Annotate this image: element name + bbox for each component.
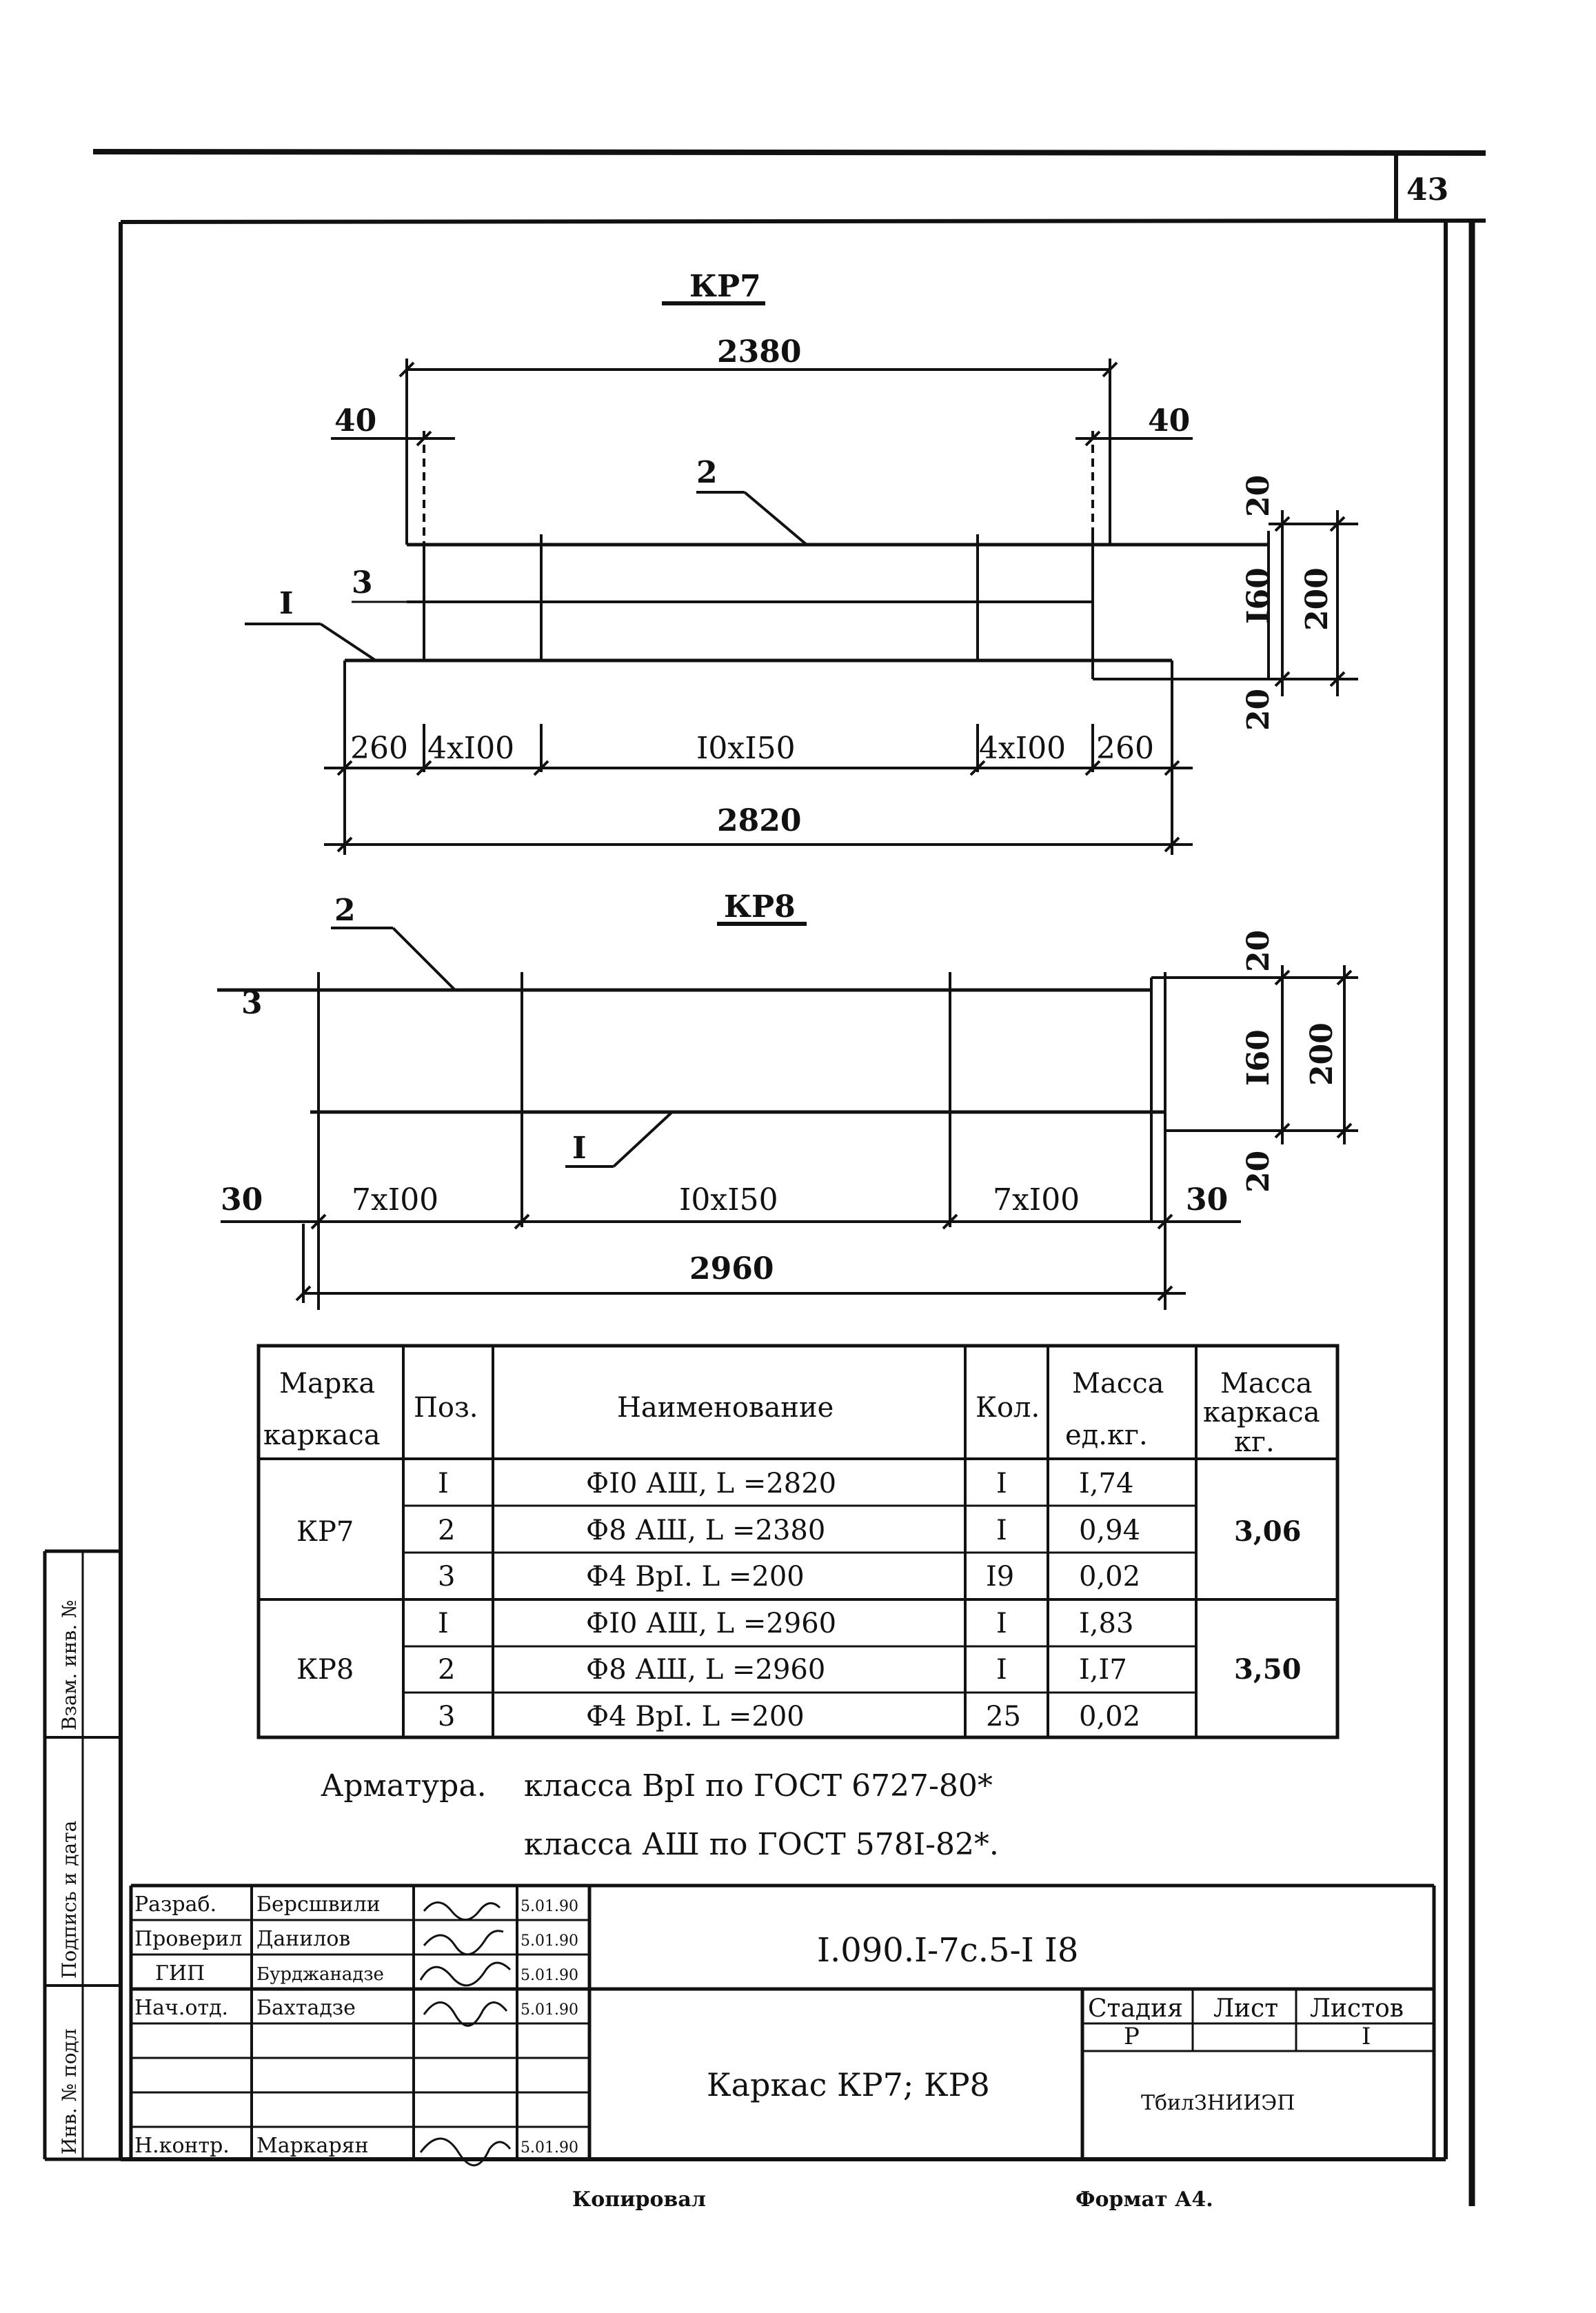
name-0: Берсшвили: [256, 1892, 381, 1917]
kp8-pos3-label: 3: [241, 986, 263, 1021]
signature-3: [424, 2003, 507, 2026]
kp7-dim-40-left: 40: [334, 403, 377, 438]
kp8-seg3: 7хI00: [993, 1182, 1080, 1218]
name-2: Бурджанадзе: [256, 1964, 384, 1985]
page-number: 43: [1406, 172, 1449, 208]
row-kp7-massa: 3,06: [1234, 1515, 1302, 1548]
kp7-r3-pos: 3: [438, 1561, 456, 1593]
th-marka-2: каркаса: [263, 1420, 381, 1451]
kp7-r1-kol: I: [996, 1468, 1007, 1499]
kp8-total: 2960: [689, 1251, 774, 1286]
kp7-drawing: [245, 303, 1358, 855]
kp7-v200: 200: [1300, 567, 1335, 631]
kp8-labels: [221, 889, 1340, 1286]
side-podpis: Подпись и дата: [58, 1820, 81, 1979]
name-1: Данилов: [256, 1927, 351, 1951]
date-0: 5.01.90: [521, 1898, 578, 1915]
kp7-pos2-label: 2: [696, 455, 718, 490]
date-2: 5.01.90: [521, 1967, 578, 1984]
kp7-r3-kol: I9: [986, 1561, 1015, 1593]
footer-copied: Копировал: [572, 2188, 706, 2212]
stadia-value: Р: [1124, 2023, 1140, 2050]
row-kp8-massa: 3,50: [1234, 1653, 1302, 1686]
kp7-seg5: 260: [1096, 731, 1154, 766]
kp8-r3-kol: 25: [986, 1701, 1021, 1733]
kp8-r2-kol: I: [996, 1654, 1007, 1686]
kp8-drawing: [217, 924, 1358, 1310]
kp8-r1-name: ФI0 АШ, L =2960: [586, 1608, 837, 1639]
role-1: Проверил: [134, 1927, 243, 1951]
kp8-r3-pos: 3: [438, 1701, 456, 1733]
th-massa-k-2: каркаса: [1203, 1397, 1320, 1428]
th-massa-ed-2: ед.кг.: [1065, 1420, 1148, 1451]
date-7: 5.01.90: [521, 2139, 578, 2157]
kp8-r1-mass: I,83: [1079, 1608, 1134, 1639]
th-pos: Поз.: [414, 1392, 478, 1424]
footer: [572, 2188, 1213, 2212]
signature-2: [421, 1963, 510, 1986]
kp7-seg3: I0хI50: [696, 731, 796, 766]
side-inv: Инв. № подл: [58, 2028, 81, 2154]
stadia-label: Стадия: [1088, 1994, 1183, 2023]
kp8-seg0: 30: [221, 1182, 263, 1218]
kp7-dim-2380: 2380: [717, 334, 802, 370]
th-massa-k-1: Масса: [1220, 1368, 1313, 1400]
kp8-v20b: 20: [1241, 1150, 1276, 1193]
kp8-r3-mass: 0,02: [1079, 1701, 1141, 1733]
kp8-seg2: I0хI50: [679, 1182, 778, 1218]
org-name: ТбилЗНИИЭП: [1141, 2091, 1295, 2115]
kp7-r3-mass: 0,02: [1079, 1561, 1141, 1593]
kp7-seg2: 4хI00: [427, 731, 515, 766]
role-3: Нач.отд.: [134, 1996, 229, 2020]
kp7-v20a: 20: [1241, 474, 1276, 517]
name-7: Маркарян: [256, 2134, 369, 2158]
title-block-roles: [134, 1892, 578, 2158]
kp7-r2-pos: 2: [438, 1515, 456, 1546]
role-7: Н.контр.: [134, 2134, 230, 2158]
role-0: Разраб.: [134, 1892, 217, 1917]
kp7-dim-40-right: 40: [1148, 403, 1191, 438]
listov-value: I: [1362, 2023, 1371, 2050]
date-3: 5.01.90: [521, 2001, 578, 2019]
kp7-v20b: 20: [1241, 688, 1276, 731]
signature-1: [424, 1931, 503, 1955]
notes-label: Арматура.: [321, 1768, 487, 1804]
kp8-r1-kol: I: [996, 1608, 1007, 1639]
kp8-pos1-label: I: [572, 1131, 587, 1166]
th-marka-1: Марка: [279, 1368, 376, 1400]
kp7-r1-pos: I: [438, 1468, 449, 1499]
kp8-v20a: 20: [1241, 929, 1276, 972]
role-2: ГИП: [155, 1961, 205, 1986]
name-3: Бахтадзе: [256, 1996, 356, 2020]
doc-title: Каркас КР7; КР8: [707, 2066, 990, 2103]
th-name: Наименование: [617, 1392, 834, 1424]
row-kp7-marka: КР7: [296, 1516, 354, 1548]
kp7-pos3-label: 3: [352, 565, 373, 600]
kp7-r3-name: Ф4 ВрI. L =200: [586, 1561, 805, 1593]
th-massa-k-3: кг.: [1234, 1426, 1275, 1458]
notes: [321, 1768, 999, 1862]
kp8-r2-pos: 2: [438, 1654, 456, 1686]
kp7-total: 2820: [717, 803, 802, 838]
side-strip: [58, 1599, 81, 2154]
footer-format: Формат А4.: [1075, 2188, 1213, 2212]
kp7-r2-mass: 0,94: [1079, 1515, 1141, 1546]
kp8-v200: 200: [1304, 1022, 1340, 1086]
kp8-title: КР8: [724, 889, 796, 925]
kp7-v160: I60: [1241, 567, 1276, 624]
doc-code: I.090.I-7с.5-I I8: [817, 1931, 1079, 1970]
signature-0: [424, 1903, 500, 1920]
kp8-r1-pos: I: [438, 1608, 449, 1639]
kp8-r2-mass: I,I7: [1079, 1654, 1127, 1686]
kp7-seg1: 260: [350, 731, 408, 766]
spec-table: [263, 1368, 1320, 1733]
th-kol: Кол.: [976, 1392, 1040, 1424]
kp8-seg4: 30: [1186, 1182, 1229, 1218]
listov-label: Листов: [1310, 1994, 1404, 2023]
notes-line2: класса АШ по ГОСТ 578I-82*.: [524, 1827, 999, 1862]
list-label: Лист: [1213, 1994, 1279, 2023]
th-massa-ed-1: Масса: [1072, 1368, 1164, 1400]
kp8-pos2-label: 2: [334, 893, 356, 928]
kp8-seg1: 7хI00: [352, 1182, 439, 1218]
kp8-v160: I60: [1241, 1029, 1276, 1086]
date-1: 5.01.90: [521, 1932, 578, 1950]
side-vzam: Взам. инв. №: [58, 1599, 81, 1730]
row-kp8-marka: КР8: [296, 1654, 354, 1686]
kp7-pos1-label: I: [279, 586, 294, 621]
kp7-r2-name: Ф8 АШ, L =2380: [586, 1515, 826, 1546]
kp7-r2-kol: I: [996, 1515, 1007, 1546]
notes-line1: класса ВрI по ГОСТ 6727-80*: [524, 1768, 993, 1804]
kp8-r2-name: Ф8 АШ, L =2960: [586, 1654, 826, 1686]
kp8-r3-name: Ф4 ВрI. L =200: [586, 1701, 805, 1733]
kp7-r1-mass: I,74: [1079, 1468, 1134, 1499]
kp7-title: КР7: [689, 269, 761, 304]
kp7-seg4: 4хI00: [979, 731, 1067, 766]
kp7-r1-name: ФI0 АШ, L =2820: [586, 1468, 837, 1499]
kp7-labels: [279, 269, 1335, 838]
